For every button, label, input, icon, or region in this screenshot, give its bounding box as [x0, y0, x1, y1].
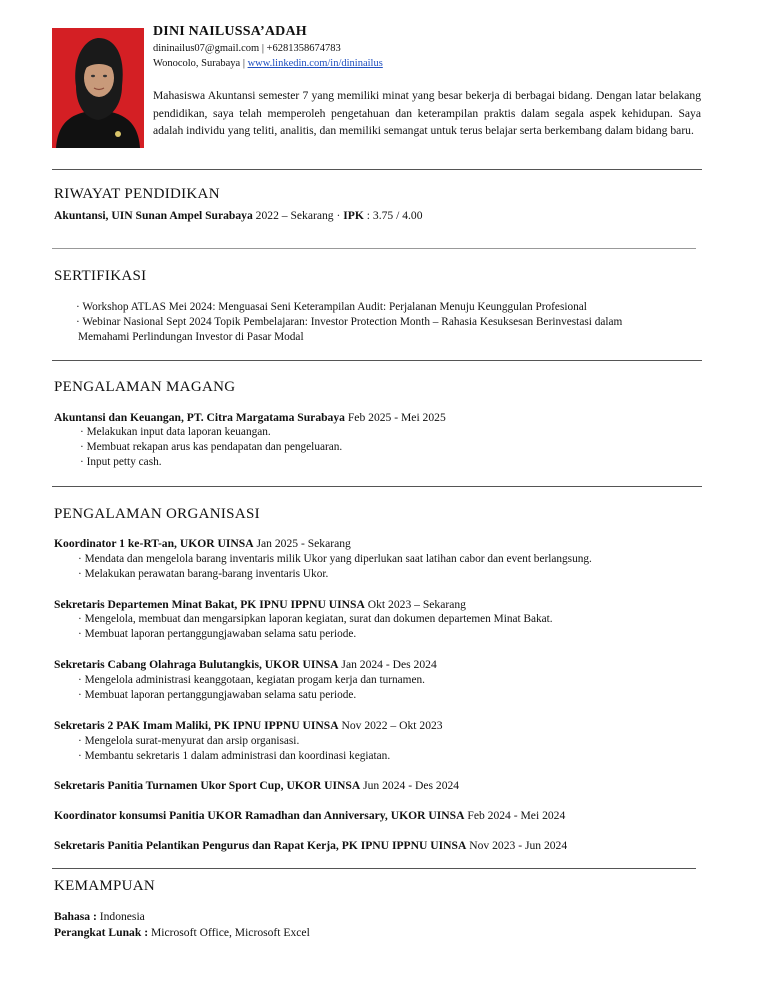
internship-bullet: · Membuat rekapan arus kas pendapatan dan pengeluaran. [80, 441, 343, 453]
software-label: Perangkat Lunak : [54, 926, 149, 939]
education-period: 2022 – Sekarang · [252, 209, 344, 222]
organization-bullet: · Membuat laporan pertanggungjawaban selama satu periode. [78, 689, 357, 701]
internship-role: Akuntansi dan Keuangan, PT. Citra Margatama Surabaya [54, 411, 345, 424]
organization-entry [54, 779, 459, 792]
organization-entry [54, 809, 565, 822]
location-text: Wonocolo, Surabaya | [153, 58, 248, 69]
organization-bullet: · Mengelola administrasi keanggotaan, kegiatan progam kerja dan turnamen. [78, 674, 425, 686]
organization-entry [54, 658, 437, 671]
organization-bullet: · Mengelola, membuat dan mengarsipkan laporan kegiatan, surat dan dokumen departemen Minat Bakat. [78, 613, 553, 625]
profile-photo [52, 28, 144, 148]
language-value: Indonesia [96, 910, 145, 923]
contact-email-phone: dininailus07@gmail.com | +6281358674783 [153, 43, 341, 54]
organization-entry [54, 839, 567, 852]
profile-summary: Mahasiswa Akuntansi semester 7 yang memiliki minat yang besar bekerja di berbagai bidang. Dengan latar belakang pendidikan, saya telah memperoleh pengetahuan dan keterampilan praktis dalam segala aspek kehidupan. Saya adalah individu yang teliti, analitis, dan memiliki semangat untuk terus belajar serta berkembang dalam bidang baru. [153, 89, 701, 137]
candidate-name: DINI NAILUSSA’ADAH [153, 24, 307, 39]
organization-role: Sekretaris Panitia Turnamen Ukor Sport Cup, UKOR UINSA [54, 779, 361, 792]
organization-period: Jan 2025 - Sekarang [253, 537, 351, 550]
education-entry [54, 209, 423, 222]
ipk-label: IPK [343, 209, 364, 222]
section-title-education: RIWAYAT PENDIDIKAN [54, 186, 220, 202]
organization-role: Sekretaris 2 PAK Imam Maliki, PK IPNU IPPNU UINSA [54, 719, 339, 732]
software-value: Microsoft Office, Microsoft Excel [148, 926, 310, 939]
section-title-certifications: SERTIFIKASI [54, 268, 147, 284]
ipk-value: : 3.75 / 4.00 [363, 209, 423, 222]
organization-bullet: · Melakukan perawatan barang-barang inventaris Ukor. [78, 568, 329, 580]
skill-software [54, 926, 310, 939]
section-title-internship: PENGALAMAN MAGANG [54, 379, 236, 395]
organization-role: Sekretaris Cabang Olahraga Bulutangkis, UKOR UINSA [54, 658, 339, 671]
organization-bullet: · Membantu sekretaris 1 dalam administrasi dan koordinasi kegiatan. [78, 750, 391, 762]
education-degree: Akuntansi, UIN Sunan Ampel Surabaya [54, 209, 253, 222]
organization-entry [54, 598, 466, 611]
organization-bullet: · Mendata dan mengelola barang inventaris milik Ukor yang diperlukan saat latihan cabor dan event berlangsung. [78, 553, 592, 565]
divider [52, 486, 702, 487]
internship-entry [54, 411, 446, 424]
organization-bullet: · Membuat laporan pertanggungjawaban selama satu periode. [78, 628, 357, 640]
certification-item-continued: Memahami Perlindungan Investor di Pasar Modal [78, 331, 304, 343]
skill-language [54, 910, 145, 923]
organization-role: Sekretaris Panitia Pelantikan Pengurus dan Rapat Kerja, PK IPNU IPPNU UINSA [54, 839, 467, 852]
organization-period: Nov 2022 – Okt 2023 [338, 719, 443, 732]
organization-role: Sekretaris Departemen Minat Bakat, PK IPNU IPPNU UINSA [54, 598, 365, 611]
linkedin-link[interactable]: www.linkedin.com/in/dininailus [247, 58, 383, 69]
organization-role: Koordinator 1 ke-RT-an, UKOR UINSA [54, 537, 254, 550]
organization-entry [54, 537, 351, 550]
language-label: Bahasa : [54, 910, 97, 923]
contact-location-line [153, 58, 383, 69]
organization-period: Okt 2023 – Sekarang [364, 598, 466, 611]
divider [52, 868, 696, 869]
organization-period: Nov 2023 - Jun 2024 [466, 839, 568, 852]
internship-bullet: · Melakukan input data laporan keuangan. [80, 426, 271, 438]
organization-bullet: · Mengelola surat-menyurat dan arsip organisasi. [78, 735, 300, 747]
organization-period: Jun 2024 - Des 2024 [360, 779, 460, 792]
organization-period: Jan 2024 - Des 2024 [338, 658, 437, 671]
organization-entry [54, 719, 443, 732]
divider [52, 360, 702, 361]
certification-item: · Webinar Nasional Sept 2024 Topik Pembelajaran: Investor Protection Month – Rahasia Kesuksesan Berinvestasi dalam [76, 316, 623, 328]
divider [52, 248, 696, 249]
certification-item: · Workshop ATLAS Mei 2024: Menguasai Seni Keterampilan Audit: Perjalanan Menuju Keunggulan Profesional [76, 301, 587, 313]
section-title-organization: PENGALAMAN ORGANISASI [54, 506, 260, 522]
divider [52, 169, 702, 170]
internship-period: Feb 2025 - Mei 2025 [344, 411, 446, 424]
section-title-skills: KEMAMPUAN [54, 878, 156, 894]
organization-period: Feb 2024 - Mei 2024 [464, 809, 566, 822]
organization-role: Koordinator konsumsi Panitia UKOR Ramadhan dan Anniversary, UKOR UINSA [54, 809, 465, 822]
internship-bullet: · Input petty cash. [80, 456, 162, 468]
